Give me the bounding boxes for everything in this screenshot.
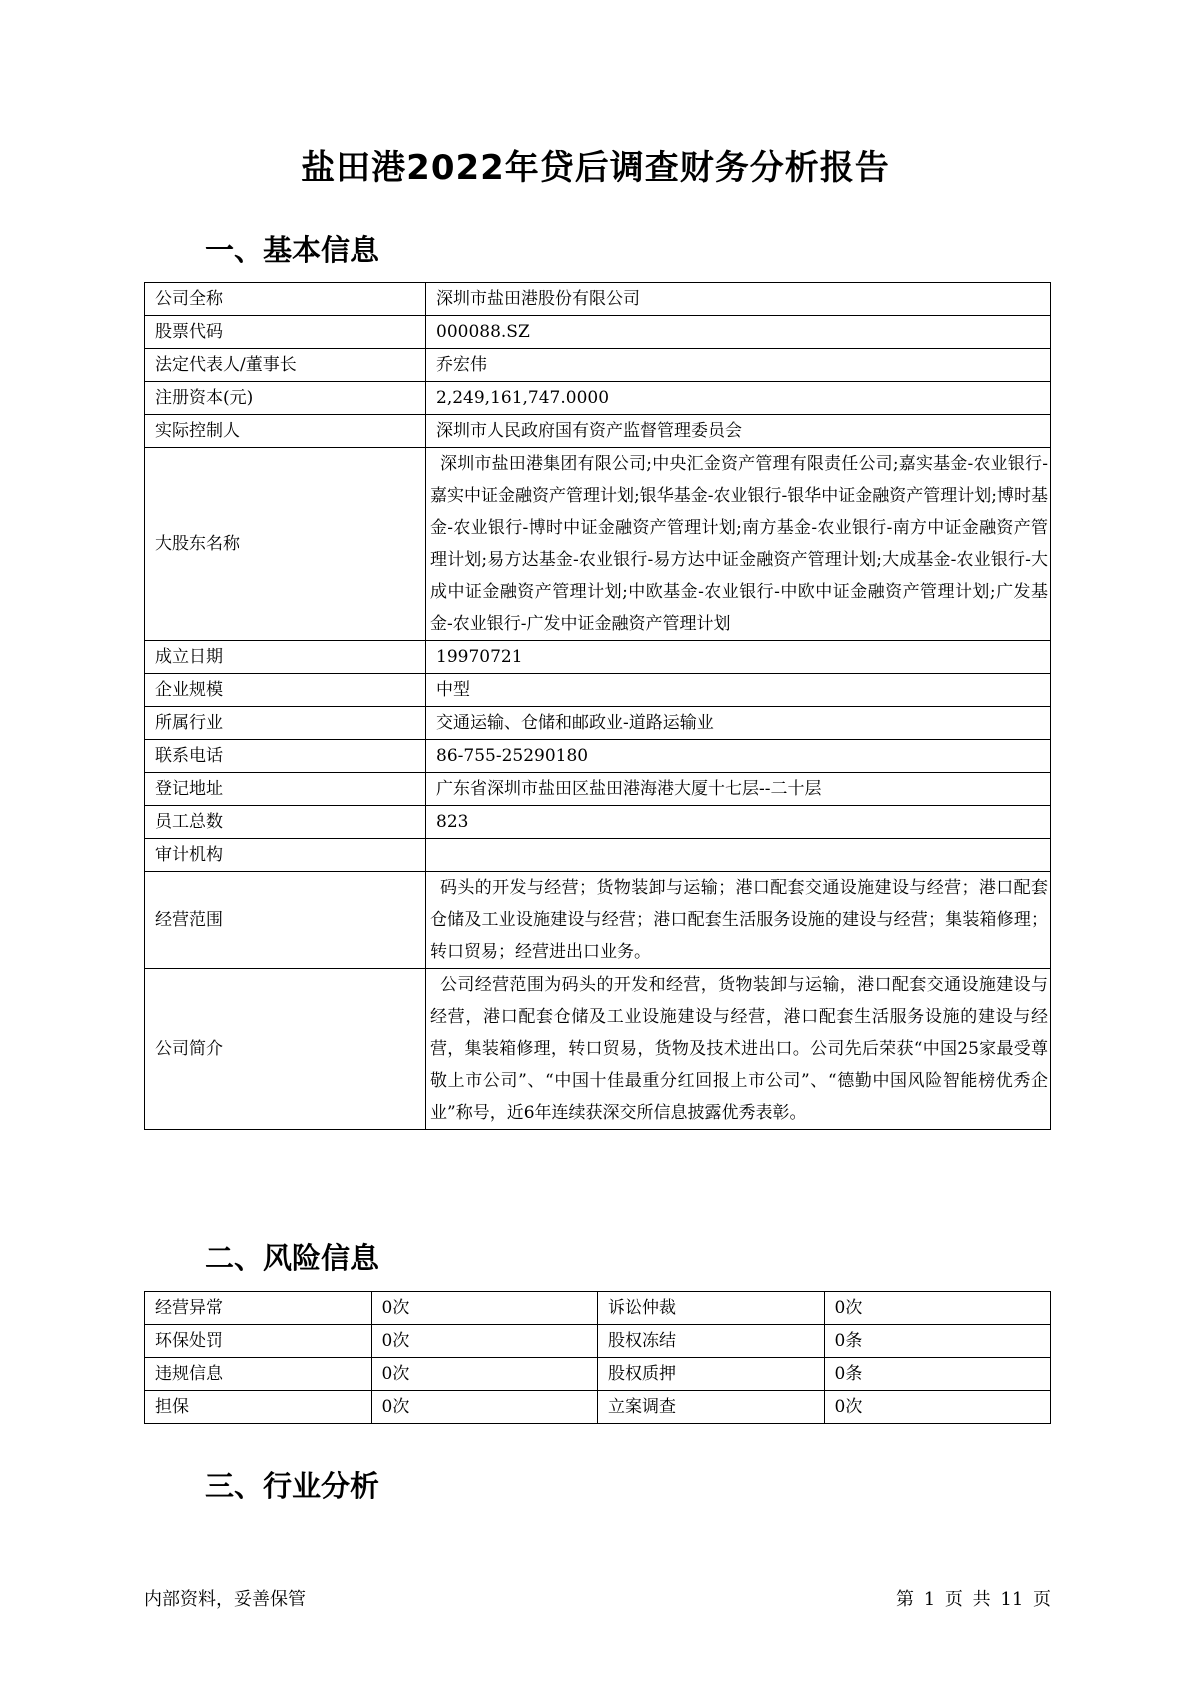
table-row	[145, 707, 1051, 740]
row-value: 深圳市人民政府国有资产监督管理委员会	[426, 415, 1051, 448]
table-row	[145, 415, 1051, 448]
table-row	[145, 349, 1051, 382]
risk-label: 经营异常	[145, 1292, 372, 1325]
row-value	[426, 969, 1051, 1130]
risk-value: 0次	[824, 1391, 1051, 1424]
page-title: 盐田港2022年贷后调查财务分析报告	[301, 148, 890, 188]
table-row	[145, 872, 1051, 969]
risk-label: 担保	[145, 1391, 372, 1424]
section-heading-risk-info: 二、风险信息	[205, 1241, 380, 1275]
risk-value: 0条	[824, 1325, 1051, 1358]
table-row	[145, 283, 1051, 316]
row-label: 股票代码	[145, 316, 426, 349]
risk-value: 0次	[371, 1292, 598, 1325]
risk-label: 违规信息	[145, 1358, 372, 1391]
row-value: 19970721	[426, 641, 1051, 674]
section-heading-basic-info: 一、基本信息	[205, 233, 380, 267]
page-number: 第 1 页 共 11 页	[896, 1589, 1051, 1610]
table-row	[145, 969, 1051, 1130]
row-label: 注册资本(元)	[145, 382, 426, 415]
basic-info-table	[144, 282, 1051, 1130]
table-row	[145, 1391, 1051, 1424]
row-value: 86-755-25290180	[426, 740, 1051, 773]
row-value	[426, 448, 1051, 641]
row-label: 所属行业	[145, 707, 426, 740]
business-scope-text: 码头的开发与经营；货物装卸与运输；港口配套交通设施建设与经营；港口配套仓储及工业设施建设与经营；港口配套生活服务设施的建设与经营；集装箱修理；转口贸易；经营进出口业务。	[430, 878, 1048, 962]
table-row	[145, 839, 1051, 872]
row-label: 企业规模	[145, 674, 426, 707]
table-row	[145, 316, 1051, 349]
risk-label: 股权质押	[598, 1358, 825, 1391]
row-label: 联系电话	[145, 740, 426, 773]
row-label: 员工总数	[145, 806, 426, 839]
row-label: 审计机构	[145, 839, 426, 872]
risk-label: 立案调查	[598, 1391, 825, 1424]
risk-value: 0次	[824, 1292, 1051, 1325]
row-value: 823	[426, 806, 1051, 839]
row-label: 经营范围	[145, 872, 426, 969]
confidentiality-note: 内部资料，妥善保管	[144, 1589, 306, 1610]
row-value: 乔宏伟	[426, 349, 1051, 382]
table-row	[145, 1292, 1051, 1325]
row-label: 大股东名称	[145, 448, 426, 641]
row-label: 公司全称	[145, 283, 426, 316]
table-row	[145, 674, 1051, 707]
risk-value: 0次	[371, 1391, 598, 1424]
risk-value: 0次	[371, 1358, 598, 1391]
company-profile-text: 公司经营范围为码头的开发和经营，货物装卸与运输，港口配套交通设施建设与经营，港口配套仓储及工业设施建设与经营，港口配套生活服务设施的建设与经营，集装箱修理，转口贸易，货物及技术进出口。公司先后荣获“中国25家最受尊敬上市公司”、“中国十佳最重分红回报上市公司”、“德勤中国风险智能榜优秀企业”称号，近6年连续获深交所信息披露优秀表彰。	[430, 975, 1048, 1123]
table-row	[145, 1358, 1051, 1391]
row-label: 成立日期	[145, 641, 426, 674]
row-value: 深圳市盐田港股份有限公司	[426, 283, 1051, 316]
row-label: 登记地址	[145, 773, 426, 806]
table-row	[145, 641, 1051, 674]
row-label: 公司简介	[145, 969, 426, 1130]
section-heading-industry-analysis: 三、行业分析	[205, 1469, 380, 1503]
table-row	[145, 740, 1051, 773]
table-row	[145, 448, 1051, 641]
row-value: 2,249,161,747.0000	[426, 382, 1051, 415]
row-label: 实际控制人	[145, 415, 426, 448]
row-value	[426, 839, 1051, 872]
risk-label: 诉讼仲裁	[598, 1292, 825, 1325]
row-value: 交通运输、仓储和邮政业-道路运输业	[426, 707, 1051, 740]
row-label: 法定代表人/董事长	[145, 349, 426, 382]
risk-label: 股权冻结	[598, 1325, 825, 1358]
table-row	[145, 773, 1051, 806]
major-shareholders-text: 深圳市盐田港集团有限公司;中央汇金资产管理有限责任公司;嘉实基金-农业银行-嘉实中证金融资产管理计划;银华基金-农业银行-银华中证金融资产管理计划;博时基金-农业银行-博时中证金融资产管理计划;南方基金-农业银行-南方中证金融资产管理计划;易方达基金-农业银行-易方达中证金融资产管理计划;大成基金-农业银行-大成中证金融资产管理计划;中欧基金-农业银行-中欧中证金融资产管理计划;广发基金-农业银行-广发中证金融资产管理计划	[430, 454, 1048, 634]
risk-label: 环保处罚	[145, 1325, 372, 1358]
row-value	[426, 872, 1051, 969]
table-row	[145, 382, 1051, 415]
row-value: 广东省深圳市盐田区盐田港海港大厦十七层--二十层	[426, 773, 1051, 806]
row-value: 000088.SZ	[426, 316, 1051, 349]
row-value: 中型	[426, 674, 1051, 707]
table-row	[145, 806, 1051, 839]
risk-value: 0次	[371, 1325, 598, 1358]
risk-info-table	[144, 1291, 1051, 1424]
risk-value: 0条	[824, 1358, 1051, 1391]
table-row	[145, 1325, 1051, 1358]
